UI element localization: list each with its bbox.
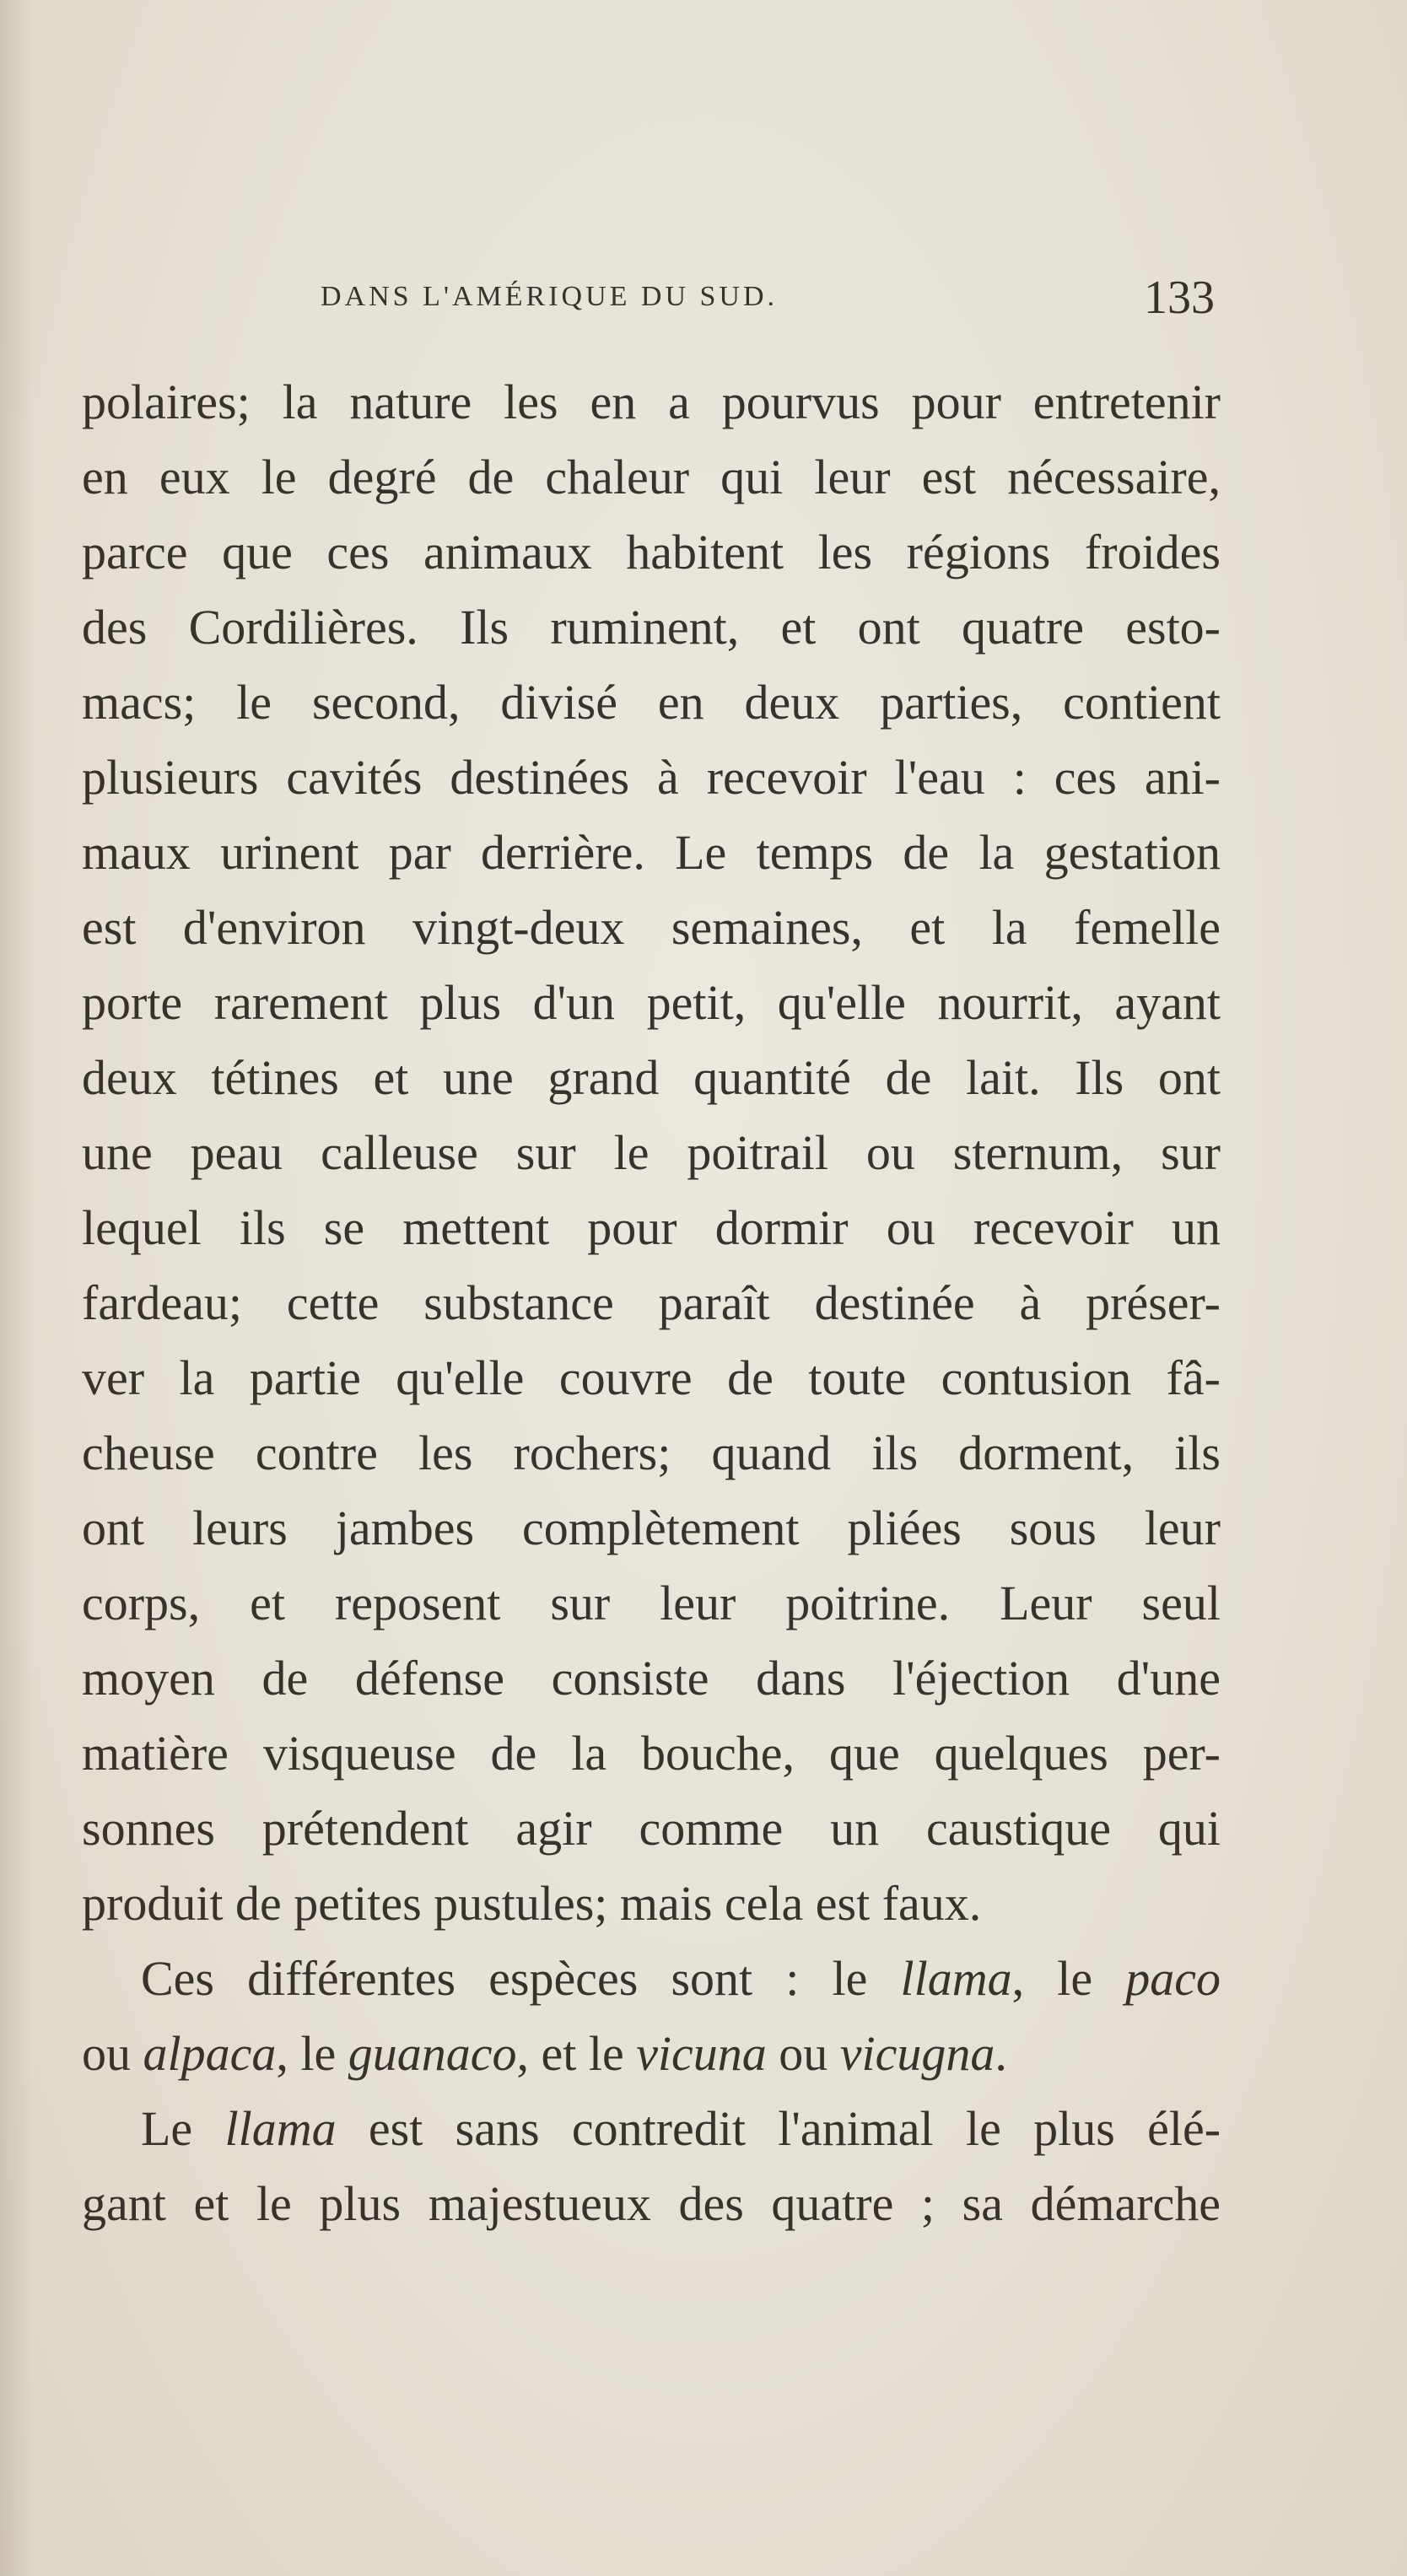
text-line-content — [82, 1566, 1221, 1641]
text-line-content — [82, 1340, 1221, 1415]
text-segment: en eux le degré de chaleur qui leur est nécessaire, — [82, 450, 1221, 504]
text-line — [82, 665, 1221, 740]
text-line — [82, 2091, 1221, 2166]
text-line — [82, 1941, 1221, 2016]
text-line — [82, 815, 1221, 890]
text-line-content — [82, 1115, 1221, 1190]
text-line-content — [82, 439, 1221, 515]
text-line-content — [82, 1190, 1221, 1265]
page-number: 133 — [1144, 272, 1215, 324]
text-line — [82, 1190, 1221, 1265]
text-line-content — [82, 1490, 1221, 1566]
text-line — [82, 590, 1221, 665]
text-line-content — [82, 1866, 1221, 1941]
text-segment: est sans contredit l'animal le plus élé- — [336, 2101, 1221, 2156]
text-segment: Ces différentes espèces sont : le — [141, 1951, 901, 2006]
text-segment: fardeau; cette substance paraît destinée à préser- — [82, 1275, 1221, 1330]
text-line-content — [141, 1941, 1221, 2016]
text-line-content — [82, 740, 1221, 815]
text-line — [82, 515, 1221, 590]
text-segment: . — [995, 2026, 1007, 2081]
text-segment: deux tétines et une grand quantité de lait. Ils ont — [82, 1050, 1221, 1105]
text-segment: Le — [141, 2101, 225, 2156]
text-line-content — [82, 1791, 1221, 1866]
text-segment: est d'environ vingt-deux semaines, et la femelle — [82, 900, 1221, 955]
text-line-content — [82, 1265, 1221, 1340]
text-line — [82, 1716, 1221, 1791]
text-line-content — [82, 590, 1221, 665]
text-segment: matière visqueuse de la bouche, que quelques per- — [82, 1726, 1221, 1781]
text-segment: , et le — [516, 2026, 637, 2081]
text-line — [82, 2166, 1221, 2241]
text-segment: parce que ces animaux habitent les régions froides — [82, 525, 1221, 579]
text-line — [82, 1641, 1221, 1716]
text-line — [82, 1866, 1221, 1941]
text-segment: polaires; la nature les en a pourvus pour entretenir — [82, 375, 1221, 429]
text-line — [82, 1340, 1221, 1415]
text-line-content — [82, 364, 1221, 439]
body-text — [82, 364, 1221, 2241]
text-line-content — [82, 890, 1221, 965]
text-line — [82, 1115, 1221, 1190]
text-segment: corps, et reposent sur leur poitrine. Leur seul — [82, 1576, 1221, 1630]
text-line — [82, 965, 1221, 1040]
italic-term: paco — [1125, 1951, 1221, 2006]
text-line — [82, 890, 1221, 965]
text-line — [82, 2016, 1221, 2091]
text-segment: produit de petites pustules; mais cela est faux. — [82, 1876, 982, 1931]
text-line-content — [82, 1415, 1221, 1490]
text-segment: ver la partie qu'elle couvre de toute contusion fâ- — [82, 1350, 1221, 1405]
text-segment: maux urinent par derrière. Le temps de la gestation — [82, 825, 1221, 880]
text-line — [82, 1415, 1221, 1490]
text-line — [82, 1265, 1221, 1340]
text-line — [82, 1490, 1221, 1566]
text-segment: porte rarement plus d'un petit, qu'elle nourrit, ayant — [82, 975, 1221, 1030]
text-line-content — [82, 665, 1221, 740]
italic-term: vicuna — [636, 2026, 767, 2081]
text-segment: cheuse contre les rochers; quand ils dorment, ils — [82, 1425, 1221, 1480]
page-header — [82, 274, 1220, 333]
running-title: DANS L'AMÉRIQUE DU SUD. — [321, 281, 779, 312]
text-segment: , le — [1011, 1951, 1126, 2006]
text-segment: ont leurs jambes complètement pliées sous leur — [82, 1501, 1221, 1555]
text-line — [82, 364, 1221, 439]
italic-term: llama — [900, 1951, 1012, 2006]
text-line — [82, 1791, 1221, 1866]
text-line-content — [82, 815, 1221, 890]
text-segment: plusieurs cavités destinées à recevoir l'eau : ces ani- — [82, 750, 1221, 805]
text-segment: moyen de défense consiste dans l'éjection d'une — [82, 1651, 1221, 1706]
text-line-content — [82, 965, 1221, 1040]
text-segment: ou — [82, 2026, 143, 2081]
text-line — [82, 1040, 1221, 1115]
italic-term: alpaca — [143, 2026, 277, 2081]
text-segment: macs; le second, divisé en deux parties, contient — [82, 675, 1221, 730]
text-line-content — [82, 2016, 1221, 2091]
page-spine-shadow — [0, 0, 34, 2576]
text-line-content — [82, 1040, 1221, 1115]
text-segment: sonnes prétendent agir comme un caustique qui — [82, 1801, 1221, 1856]
text-segment: gant et le plus majestueux des quatre ; sa démarche — [82, 2176, 1221, 2231]
italic-term: llama — [224, 2101, 337, 2156]
text-line-content — [141, 2091, 1221, 2166]
text-line-content — [82, 515, 1221, 590]
text-segment: , le — [276, 2026, 348, 2081]
text-line-content — [82, 2166, 1221, 2241]
text-segment: lequel ils se mettent pour dormir ou recevoir un — [82, 1200, 1221, 1255]
text-segment: ou — [766, 2026, 840, 2081]
italic-term: guanaco — [348, 2026, 517, 2081]
text-line — [82, 740, 1221, 815]
italic-term: vicugna — [839, 2026, 995, 2081]
text-segment: des Cordilières. Ils ruminent, et ont quatre esto- — [82, 600, 1221, 655]
text-line-content — [82, 1641, 1221, 1716]
text-line — [82, 439, 1221, 515]
text-segment: une peau calleuse sur le poitrail ou sternum, sur — [82, 1125, 1221, 1180]
text-line-content — [82, 1716, 1221, 1791]
text-line — [82, 1566, 1221, 1641]
